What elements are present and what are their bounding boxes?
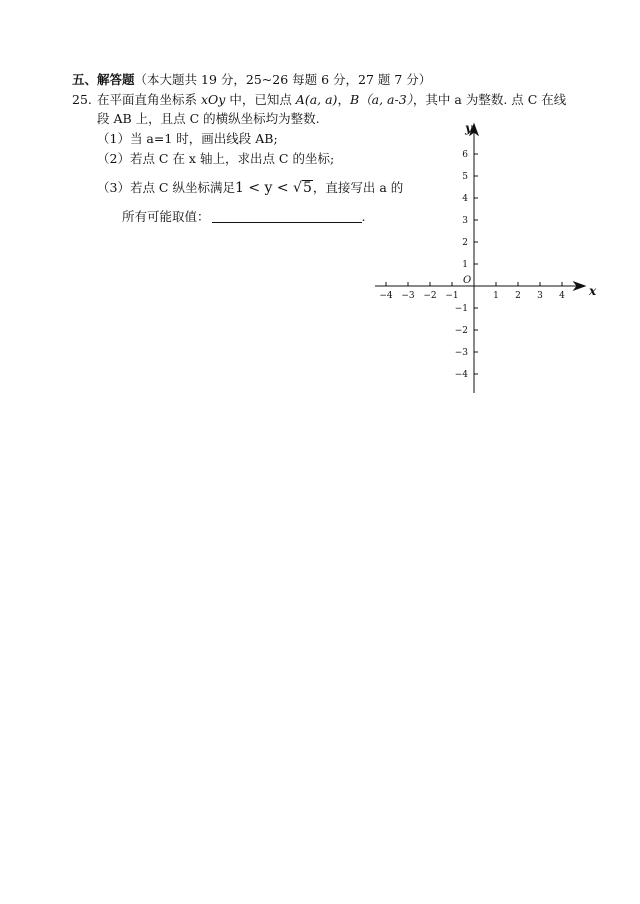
y-tick-label: 4 <box>462 194 468 204</box>
sqrt-radicand: 5 <box>302 180 312 196</box>
x-tick-label: 3 <box>537 291 543 301</box>
question-number: 25. <box>72 92 92 107</box>
stem-text: 在平面直角坐标系 <box>97 92 201 107</box>
part-3-answer-line <box>122 209 366 225</box>
y-tick-label: 5 <box>462 172 468 182</box>
origin-label: O <box>463 275 472 286</box>
question-stem-line1 <box>97 92 566 108</box>
part-3 <box>97 180 403 196</box>
x-tick-label: 1 <box>493 291 499 301</box>
part-3-text: （3）若点 C 纵坐标满足 <box>97 180 235 195</box>
inequality <box>235 180 313 196</box>
inequality-text: 1 < y < <box>234 180 294 196</box>
stem-text: ，其中 a 为整数. 点 C 在线 <box>412 92 567 107</box>
section-note: （本大题共 19 分，25~26 每题 6 分，27 题 7 分） <box>134 72 432 87</box>
section-heading: 五、解答题 <box>72 72 135 87</box>
y-tick-label: −2 <box>454 326 468 336</box>
y-tick-label: 2 <box>462 238 468 248</box>
answer-blank[interactable] <box>212 210 362 223</box>
section-title <box>72 72 431 88</box>
stem-xoy: xOy <box>200 92 226 107</box>
stem-text: ， <box>337 92 350 107</box>
y-axis-label: y <box>465 121 472 135</box>
answer-period: . <box>361 209 366 224</box>
part-3-text: ，直接写出 a 的 <box>312 180 404 195</box>
stem-text: 中，已知点 <box>225 92 296 107</box>
point-b: B（a, a-3） <box>349 92 413 107</box>
x-tick-label: −2 <box>423 291 437 301</box>
y-tick-label: 6 <box>462 150 468 160</box>
y-tick-label: −1 <box>454 304 468 314</box>
coordinate-axes <box>370 118 600 398</box>
y-tick-label: −4 <box>454 370 468 380</box>
part-1: （1）当 a=1 时，画出线段 AB; <box>97 131 278 146</box>
answer-prompt: 所有可能取值： <box>122 209 210 224</box>
x-tick-label: −3 <box>401 291 415 301</box>
x-tick-label: −1 <box>445 291 459 301</box>
sqrt-symbol: √ <box>293 180 302 196</box>
x-axis-label: x <box>589 284 597 298</box>
part-2: （2）若点 C 在 x 轴上，求出点 C 的坐标; <box>97 151 335 166</box>
y-tick-label: 1 <box>462 260 468 270</box>
x-tick-label: −4 <box>379 291 393 301</box>
y-tick-label: 3 <box>462 216 468 226</box>
y-tick-label: −3 <box>454 348 468 358</box>
question-stem-line2: 段 AB 上，且点 C 的横纵坐标均为整数. <box>97 111 320 126</box>
x-tick-label: 2 <box>515 291 521 301</box>
x-tick-label: 4 <box>559 291 565 301</box>
point-a: A(a, a) <box>295 92 338 107</box>
